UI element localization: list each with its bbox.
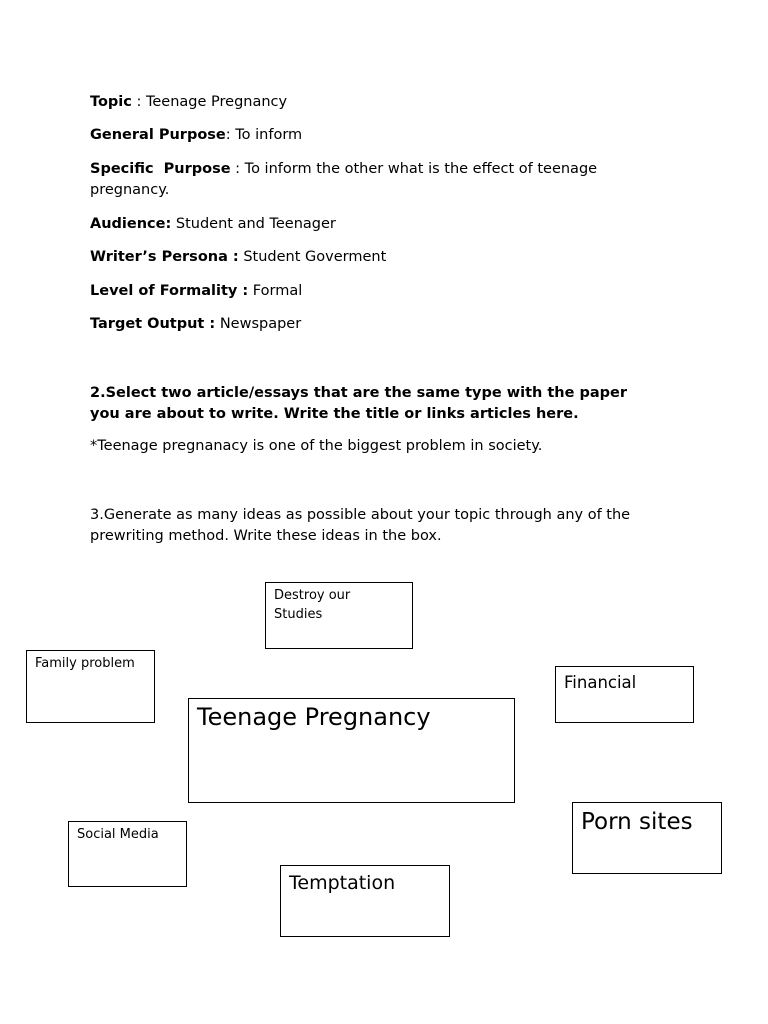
idea-porn-sites-text: Porn sites [581, 809, 693, 835]
idea-box-financial [555, 666, 694, 723]
writers-persona-line [90, 247, 650, 268]
level-of-formality-value: Formal [248, 283, 303, 299]
center-topic-text: Teenage Pregnancy [197, 703, 431, 731]
idea-temptation-text: Temptation [289, 872, 396, 894]
question-2-answer: *Teenage pregnanacy is one of the biggest problem in society. [90, 438, 543, 454]
idea-box-social-media [68, 821, 187, 887]
audience-line [90, 214, 650, 235]
writers-persona-label: Writer’s Persona : [90, 249, 239, 265]
specific-purpose-value: : To inform the other what is the effect of teenage pregnancy. [90, 161, 598, 198]
idea-social-media-text: Social Media [77, 827, 159, 842]
topic-line [90, 92, 650, 113]
idea-box-porn-sites [572, 802, 722, 874]
target-output-value: Newspaper [215, 316, 302, 332]
idea-destroy-studies-text: Destroy our Studies [274, 588, 351, 622]
question-2-prompt: 2.Select two article/essays that are the same type with the paper you are about to write. Write the title or links articles here. [90, 385, 628, 422]
audience-label: Audience: [90, 216, 172, 232]
level-of-formality-line [90, 281, 650, 302]
topic-value: : Teenage Pregnancy [131, 94, 288, 110]
specific-purpose-line [90, 159, 630, 201]
audience-value: Student and Teenager [171, 216, 336, 232]
target-output-line [90, 314, 650, 335]
general-purpose-value: : To inform [225, 127, 303, 143]
question-3-prompt: 3.Generate as many ideas as possible about your topic through any of the prewriting method. Write these ideas in the box. [90, 507, 631, 544]
writers-persona-value: Student Goverment [238, 249, 387, 265]
topic-label: Topic [90, 94, 132, 110]
idea-box-temptation [280, 865, 450, 937]
general-purpose-line [90, 125, 650, 146]
idea-financial-text: Financial [564, 673, 637, 692]
idea-family-problem-text: Family problem [35, 656, 135, 671]
general-purpose-label: General Purpose [90, 127, 226, 143]
idea-box-family-problem [26, 650, 155, 723]
center-topic-box [188, 698, 515, 803]
target-output-label: Target Output : [90, 316, 216, 332]
specific-purpose-label: Specific Purpose [90, 161, 231, 177]
idea-box-destroy-studies [265, 582, 413, 649]
level-of-formality-label: Level of Formality : [90, 283, 249, 299]
